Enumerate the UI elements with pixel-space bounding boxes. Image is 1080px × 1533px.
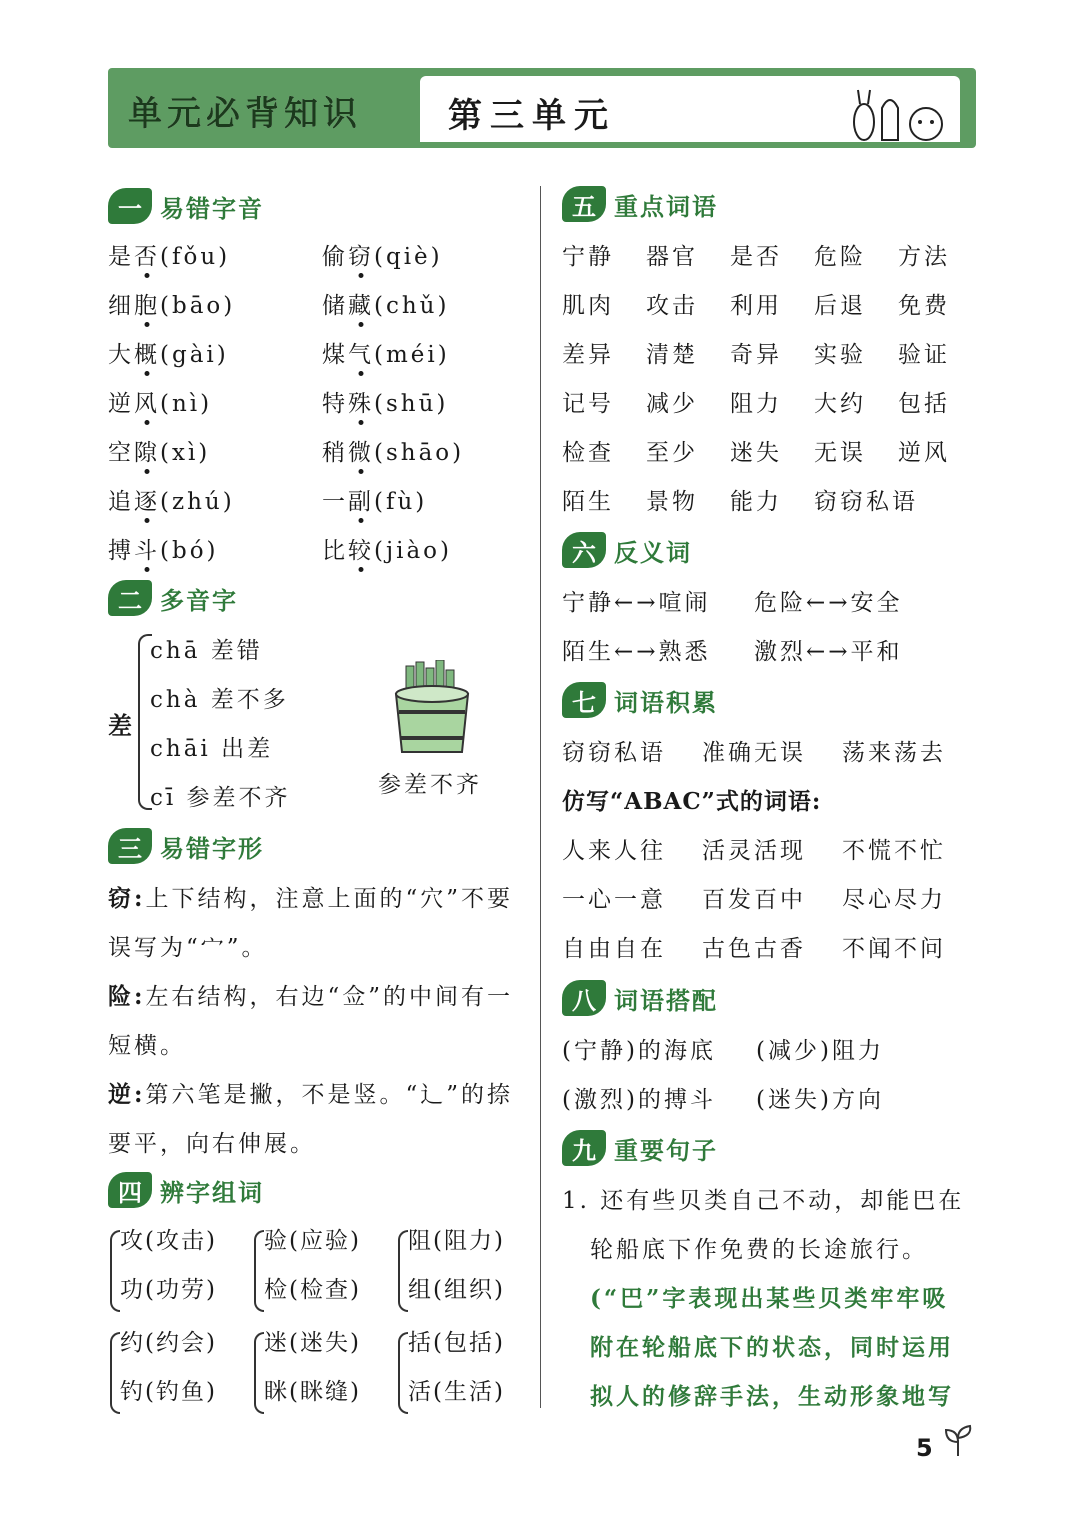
section-heading-1 (108, 186, 264, 226)
key-word: 窃窃私语 (814, 489, 918, 515)
pinyin: (qiè) (374, 244, 443, 270)
pinyin: (fǒu) (160, 244, 231, 270)
abac-phrase: 不闻不问 (842, 936, 946, 962)
sentence-note: 附在轮船底下的状态，同时运用 (590, 1334, 954, 1361)
polyphone-item: chā 差错 (150, 638, 263, 664)
pronunciation-item (108, 336, 229, 369)
key-word: 奇异 (730, 342, 782, 368)
section-title: 词语搭配 (614, 986, 718, 1015)
phrase: 窃窃私语 (562, 740, 666, 766)
char: 细 (108, 293, 134, 319)
dotted-char: 风 (134, 391, 160, 417)
brace (110, 1332, 120, 1414)
abac-phrase: 一心一意 (562, 887, 666, 913)
key-sentence: 轮船底下作免费的长途旅行。 (590, 1237, 928, 1263)
pronunciation-item (322, 238, 443, 271)
pronunciation-item (108, 238, 230, 271)
key-word: 器官 (646, 244, 698, 270)
word-group-item: 验(应验) (264, 1228, 361, 1254)
word-group-item: 约(约会) (120, 1330, 217, 1356)
collocation: (激烈)的搏斗 (562, 1087, 716, 1113)
section-title: 词语积累 (614, 688, 718, 717)
note-text: 误写为“宀”。 (108, 935, 268, 961)
polyphone-item: chāi 出差 (150, 736, 274, 762)
pinyin: (nì) (160, 391, 213, 417)
pronunciation-item (322, 483, 427, 516)
abac-phrase: 尽心尽力 (842, 887, 946, 913)
word-group-item: 攻(攻击) (120, 1228, 217, 1254)
word-group-item: 活(生活) (408, 1379, 505, 1405)
polyphone-item: cī 参差不齐 (150, 785, 291, 811)
section-heading-2 (108, 578, 238, 618)
key-word: 清楚 (646, 342, 698, 368)
phrase: 准确无误 (702, 740, 806, 766)
dotted-char: 副 (348, 489, 374, 515)
section-number: 六 (562, 532, 606, 568)
antonym-pair: 宁静←→喧闹 (562, 590, 711, 616)
dotted-char: 隙 (134, 440, 160, 466)
word-group-item: 检(检查) (264, 1277, 361, 1303)
column-divider (540, 186, 541, 1408)
key-word: 记号 (562, 391, 614, 417)
abac-subtitle: 仿写“ABAC”式的词语: (562, 788, 822, 815)
note-label: 窃: (108, 885, 146, 912)
section-title: 重要句子 (614, 1136, 718, 1165)
brace (254, 1332, 264, 1414)
key-word: 检查 (562, 440, 614, 466)
phrase: 荡来荡去 (842, 740, 946, 766)
word-group-item: 功(功劳) (120, 1277, 217, 1303)
char: 大 (108, 342, 134, 368)
antonym-pair: 激烈←→平和 (754, 639, 903, 665)
pinyin: (xì) (160, 440, 211, 466)
brace (254, 1230, 264, 1312)
key-word: 能力 (730, 489, 782, 515)
dotted-char: 微 (348, 440, 374, 466)
section-title: 辨字组词 (160, 1178, 264, 1207)
section-number: 七 (562, 682, 606, 718)
dotted-char: 斗 (134, 538, 160, 564)
key-word: 方法 (898, 244, 950, 270)
key-word: 景物 (646, 489, 698, 515)
banner-title: 单元必背知识 (128, 94, 362, 134)
key-word: 大约 (814, 391, 866, 417)
key-word: 无误 (814, 440, 866, 466)
dotted-char: 胞 (134, 293, 160, 319)
char: 偷 (322, 244, 348, 270)
shape-note-line (108, 1076, 513, 1109)
dotted-char: 气 (348, 342, 374, 368)
word-group-item: 组(组织) (408, 1277, 505, 1303)
section-title: 易错字形 (160, 834, 264, 863)
shape-note-line (108, 1125, 316, 1158)
char: 稍 (322, 440, 348, 466)
section-number: 五 (562, 186, 606, 222)
collocation: (减少)阻力 (756, 1038, 884, 1064)
bucket-illustration (392, 660, 472, 756)
key-word: 阻力 (730, 391, 782, 417)
polyphone-char: 差 (108, 711, 132, 740)
shape-note-line (108, 1027, 186, 1060)
pinyin: (bó) (160, 538, 219, 564)
collocation: (宁静)的海底 (562, 1038, 716, 1064)
section-heading-3 (108, 826, 264, 866)
word-group-item: 钓(钓鱼) (120, 1379, 217, 1405)
key-word: 危险 (814, 244, 866, 270)
abac-phrase: 自由自在 (562, 936, 666, 962)
pinyin: (zhú) (160, 489, 235, 515)
dotted-char: 概 (134, 342, 160, 368)
pinyin: (méi) (374, 342, 450, 368)
abac-phrase: 不慌不忙 (842, 838, 946, 864)
pronunciation-item (108, 532, 219, 565)
section-heading-9 (562, 1128, 718, 1168)
section-heading-4 (108, 1170, 264, 1210)
section-title: 重点词语 (614, 192, 718, 221)
pinyin: (shū) (374, 391, 449, 417)
key-word: 攻击 (646, 293, 698, 319)
shape-note-line (108, 929, 268, 962)
section-number: 三 (108, 828, 152, 864)
word-group-item: 迷(迷失) (264, 1330, 361, 1356)
pronunciation-item (108, 385, 212, 418)
brace (398, 1230, 408, 1312)
key-word: 利用 (730, 293, 782, 319)
shape-note-line (108, 978, 513, 1011)
char: 煤 (322, 342, 348, 368)
abac-phrase: 古色古香 (702, 936, 806, 962)
antonym-pair: 陌生←→熟悉 (562, 639, 711, 665)
char: 是 (108, 244, 134, 270)
dotted-char: 较 (348, 538, 374, 564)
char: 追 (108, 489, 134, 515)
key-word: 免费 (898, 293, 950, 319)
key-word: 差异 (562, 342, 614, 368)
char: 搏 (108, 538, 134, 564)
sprout-icon (944, 1424, 974, 1456)
key-word: 陌生 (562, 489, 614, 515)
word-group-item: 眯(眯缝) (264, 1379, 361, 1405)
mascot-icons (850, 86, 950, 142)
section-heading-6 (562, 530, 692, 570)
section-heading-8 (562, 978, 718, 1018)
char: 空 (108, 440, 134, 466)
section-heading-5 (562, 184, 718, 224)
pronunciation-item (108, 483, 235, 516)
brace (110, 1230, 120, 1312)
char: 特 (322, 391, 348, 417)
section-number: 四 (108, 1172, 152, 1208)
key-word: 是否 (730, 244, 782, 270)
abac-phrase: 人来人往 (562, 838, 666, 864)
pinyin: (fù) (374, 489, 428, 515)
antonym-pair: 危险←→安全 (754, 590, 903, 616)
section-number: 八 (562, 980, 606, 1016)
brace (398, 1332, 408, 1414)
sentence-note: (“巴”字表现出某些贝类牢牢吸 (590, 1285, 949, 1312)
dotted-char: 否 (134, 244, 160, 270)
note-text: 要平，向右伸展。 (108, 1131, 316, 1157)
pronunciation-item (322, 385, 448, 418)
unit-title: 第三单元 (448, 96, 616, 136)
pinyin: (bāo) (160, 293, 236, 319)
key-word: 宁静 (562, 244, 614, 270)
pinyin: (shāo) (374, 440, 465, 466)
pronunciation-item (108, 434, 210, 467)
key-sentence: 1. 还有些贝类自己不动，却能巴在 (562, 1188, 965, 1214)
pronunciation-item (322, 287, 449, 320)
key-word: 包括 (898, 391, 950, 417)
page-number: 5 (916, 1434, 933, 1462)
dotted-char: 殊 (348, 391, 374, 417)
word-group-item: 阻(阻力) (408, 1228, 505, 1254)
polyphone-item: chà 差不多 (150, 687, 289, 713)
note-text: 短横。 (108, 1033, 186, 1059)
dotted-char: 逐 (134, 489, 160, 515)
section-title: 易错字音 (160, 194, 264, 223)
key-word: 至少 (646, 440, 698, 466)
pinyin: (jiào) (374, 538, 452, 564)
pronunciation-item (108, 287, 235, 320)
char: 一 (322, 489, 348, 515)
char: 逆 (108, 391, 134, 417)
key-word: 验证 (898, 342, 950, 368)
pinyin: (chǔ) (374, 293, 450, 319)
key-word: 后退 (814, 293, 866, 319)
note-label: 险: (108, 983, 146, 1010)
section-title: 多音字 (160, 586, 238, 615)
note-text: 第六笔是撇，不是竖。“辶”的捺 (145, 1082, 514, 1108)
shape-note-line (108, 880, 513, 913)
word-group-item: 括(包括) (408, 1330, 505, 1356)
section-number: 一 (108, 188, 152, 224)
sentence-note: 拟人的修辞手法，生动形象地写 (590, 1383, 954, 1410)
key-word: 减少 (646, 391, 698, 417)
pinyin: (gài) (160, 342, 229, 368)
note-text: 上下结构，注意上面的“穴”不要 (145, 886, 514, 912)
section-number: 二 (108, 580, 152, 616)
key-word: 肌肉 (562, 293, 614, 319)
char: 比 (322, 538, 348, 564)
char: 储 (322, 293, 348, 319)
note-label: 逆: (108, 1081, 146, 1108)
note-text: 左右结构，右边“佥”的中间有一 (145, 984, 514, 1010)
bucket-caption: 参差不齐 (378, 772, 482, 798)
pronunciation-item (322, 434, 464, 467)
abac-phrase: 活灵活现 (702, 838, 806, 864)
section-title: 反义词 (614, 538, 692, 567)
section-heading-7 (562, 680, 718, 720)
key-word: 逆风 (898, 440, 950, 466)
pronunciation-item (322, 336, 450, 369)
dotted-char: 藏 (348, 293, 374, 319)
abac-phrase: 百发百中 (702, 887, 806, 913)
dotted-char: 窃 (348, 244, 374, 270)
key-word: 迷失 (730, 440, 782, 466)
section-number: 九 (562, 1130, 606, 1166)
collocation: (迷失)方向 (756, 1087, 884, 1113)
key-word: 实验 (814, 342, 866, 368)
pronunciation-item (322, 532, 452, 565)
